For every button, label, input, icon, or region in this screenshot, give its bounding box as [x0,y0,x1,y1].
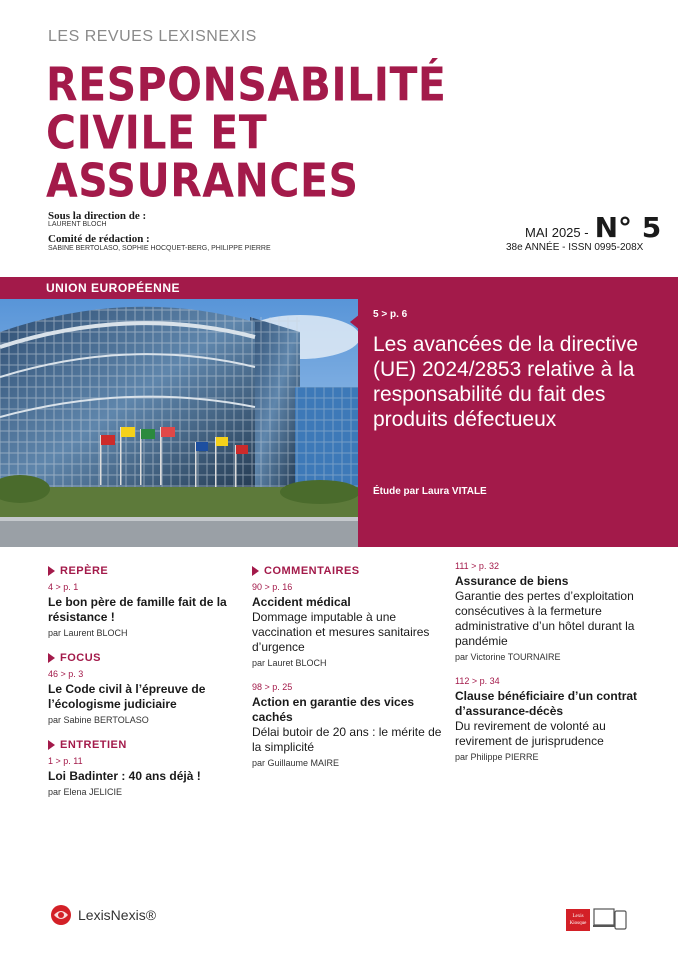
section-label: REPÈRE [60,565,109,577]
article-subtitle: Du revirement de volonté au revirement de jurisprudence [455,719,606,748]
issue-number: N° 5 [594,211,662,244]
panel-notch [350,314,360,330]
triangle-icon [48,566,55,576]
triangle-icon [48,653,55,663]
cover-photo [0,277,358,547]
article-subtitle: Garantie des pertes d’exploitation consécutives à la fermeture administrative d’un hôtel durant la pandémie [455,589,635,648]
direction-label: Sous la direction de : [48,210,147,222]
article-item[interactable] [455,676,655,762]
feature-section-label: UNION EUROPÉENNE [46,281,181,295]
article-author: par Philippe PIERRE [455,752,539,762]
section-commentaires [252,565,452,577]
direction-name: LAURENT BLOCH [48,221,107,228]
article-subtitle: Délai butoir de 20 ans : le mérite de la simplicité [252,725,442,754]
article-item[interactable] [455,561,655,662]
kiosque-logo [566,909,590,931]
section-focus [48,652,248,664]
kiosque-label: Lexis Kiosque [569,914,587,926]
article-ref: 111 > p. 32 [455,561,499,571]
article-author: par Elena JELICIE [48,787,123,797]
section-label: FOCUS [60,652,101,664]
publisher-name: LexisNexis® [78,907,157,923]
kiosque-badge [566,907,627,931]
eu-building-illustration [0,277,358,547]
section-label: ENTRETIEN [60,739,127,751]
article-title: Clause bénéficiaire d’un contrat d’assurance-décès [455,689,638,718]
lexisnexis-icon [50,904,72,926]
article-author: par Victorine TOURNAIRE [455,652,561,662]
article-ref: 98 > p. 25 [252,682,293,692]
title-line-3: ASSURANCES [46,154,359,208]
feature-author: Étude par Laura VITALE [373,486,487,497]
article-title: Action en garantie des vices cachés [252,695,415,724]
issue-block [525,211,661,244]
title-line-2: CIVILE ET [46,106,268,160]
article-author: par Sabine BERTOLASO [48,715,149,725]
feature-ref: 5 > p. 6 [373,309,408,320]
issue-date: MAI 2025 - [525,225,589,240]
title-line-1: RESPONSABILITÉ [46,58,447,112]
article-title: Assurance de biens [455,574,569,588]
article-author: par Guillaume MAIRE [252,758,340,768]
devices-icon [593,907,627,931]
publisher-logo [50,904,156,926]
article-title: Loi Badinter : 40 ans déjà ! [48,769,201,783]
triangle-icon [252,566,259,576]
column-2 [252,565,452,782]
article-ref: 4 > p. 1 [48,582,79,592]
comite-label: Comité de rédaction : [48,233,150,245]
series-name: LES REVUES LEXISNEXIS [48,28,257,45]
comite-names: SABINE BERTOLASO, SOPHIE HOCQUET-BERG, PHILIPPE PIERRE [48,245,271,252]
article-subtitle: Dommage imputable à une vaccination et mesures sanitaires d’urgence [252,610,430,654]
journal-title [46,58,447,208]
section-repere [48,565,248,577]
article-author: par Lauret BLOCH [252,658,327,668]
triangle-icon [48,740,55,750]
article-title: Le Code civil à l’épreuve de l’écologisme judiciaire [48,682,206,711]
column-3 [455,561,655,776]
article-item[interactable] [252,582,452,668]
article-title: Le bon père de famille fait de la résistance ! [48,595,227,624]
article-ref: 112 > p. 34 [455,676,500,686]
section-entretien [48,739,248,751]
feature-title[interactable]: Les avancées de la directive (UE) 2024/2853 relative à la responsabilité du fait des produits défectueux [373,333,638,431]
article-ref: 1 > p. 11 [48,756,83,766]
issue-meta: 38e ANNÉE - ISSN 0995-208X [506,242,644,253]
article-title: Accident médical [252,595,351,609]
article-author: par Laurent BLOCH [48,628,128,638]
article-item[interactable] [252,682,452,768]
article-ref: 46 > p. 3 [48,669,84,679]
column-1 [48,565,248,811]
article-item[interactable] [48,756,248,797]
section-label: COMMENTAIRES [264,565,360,577]
article-item[interactable] [48,669,248,725]
article-item[interactable] [48,582,248,638]
article-ref: 90 > p. 16 [252,582,293,592]
